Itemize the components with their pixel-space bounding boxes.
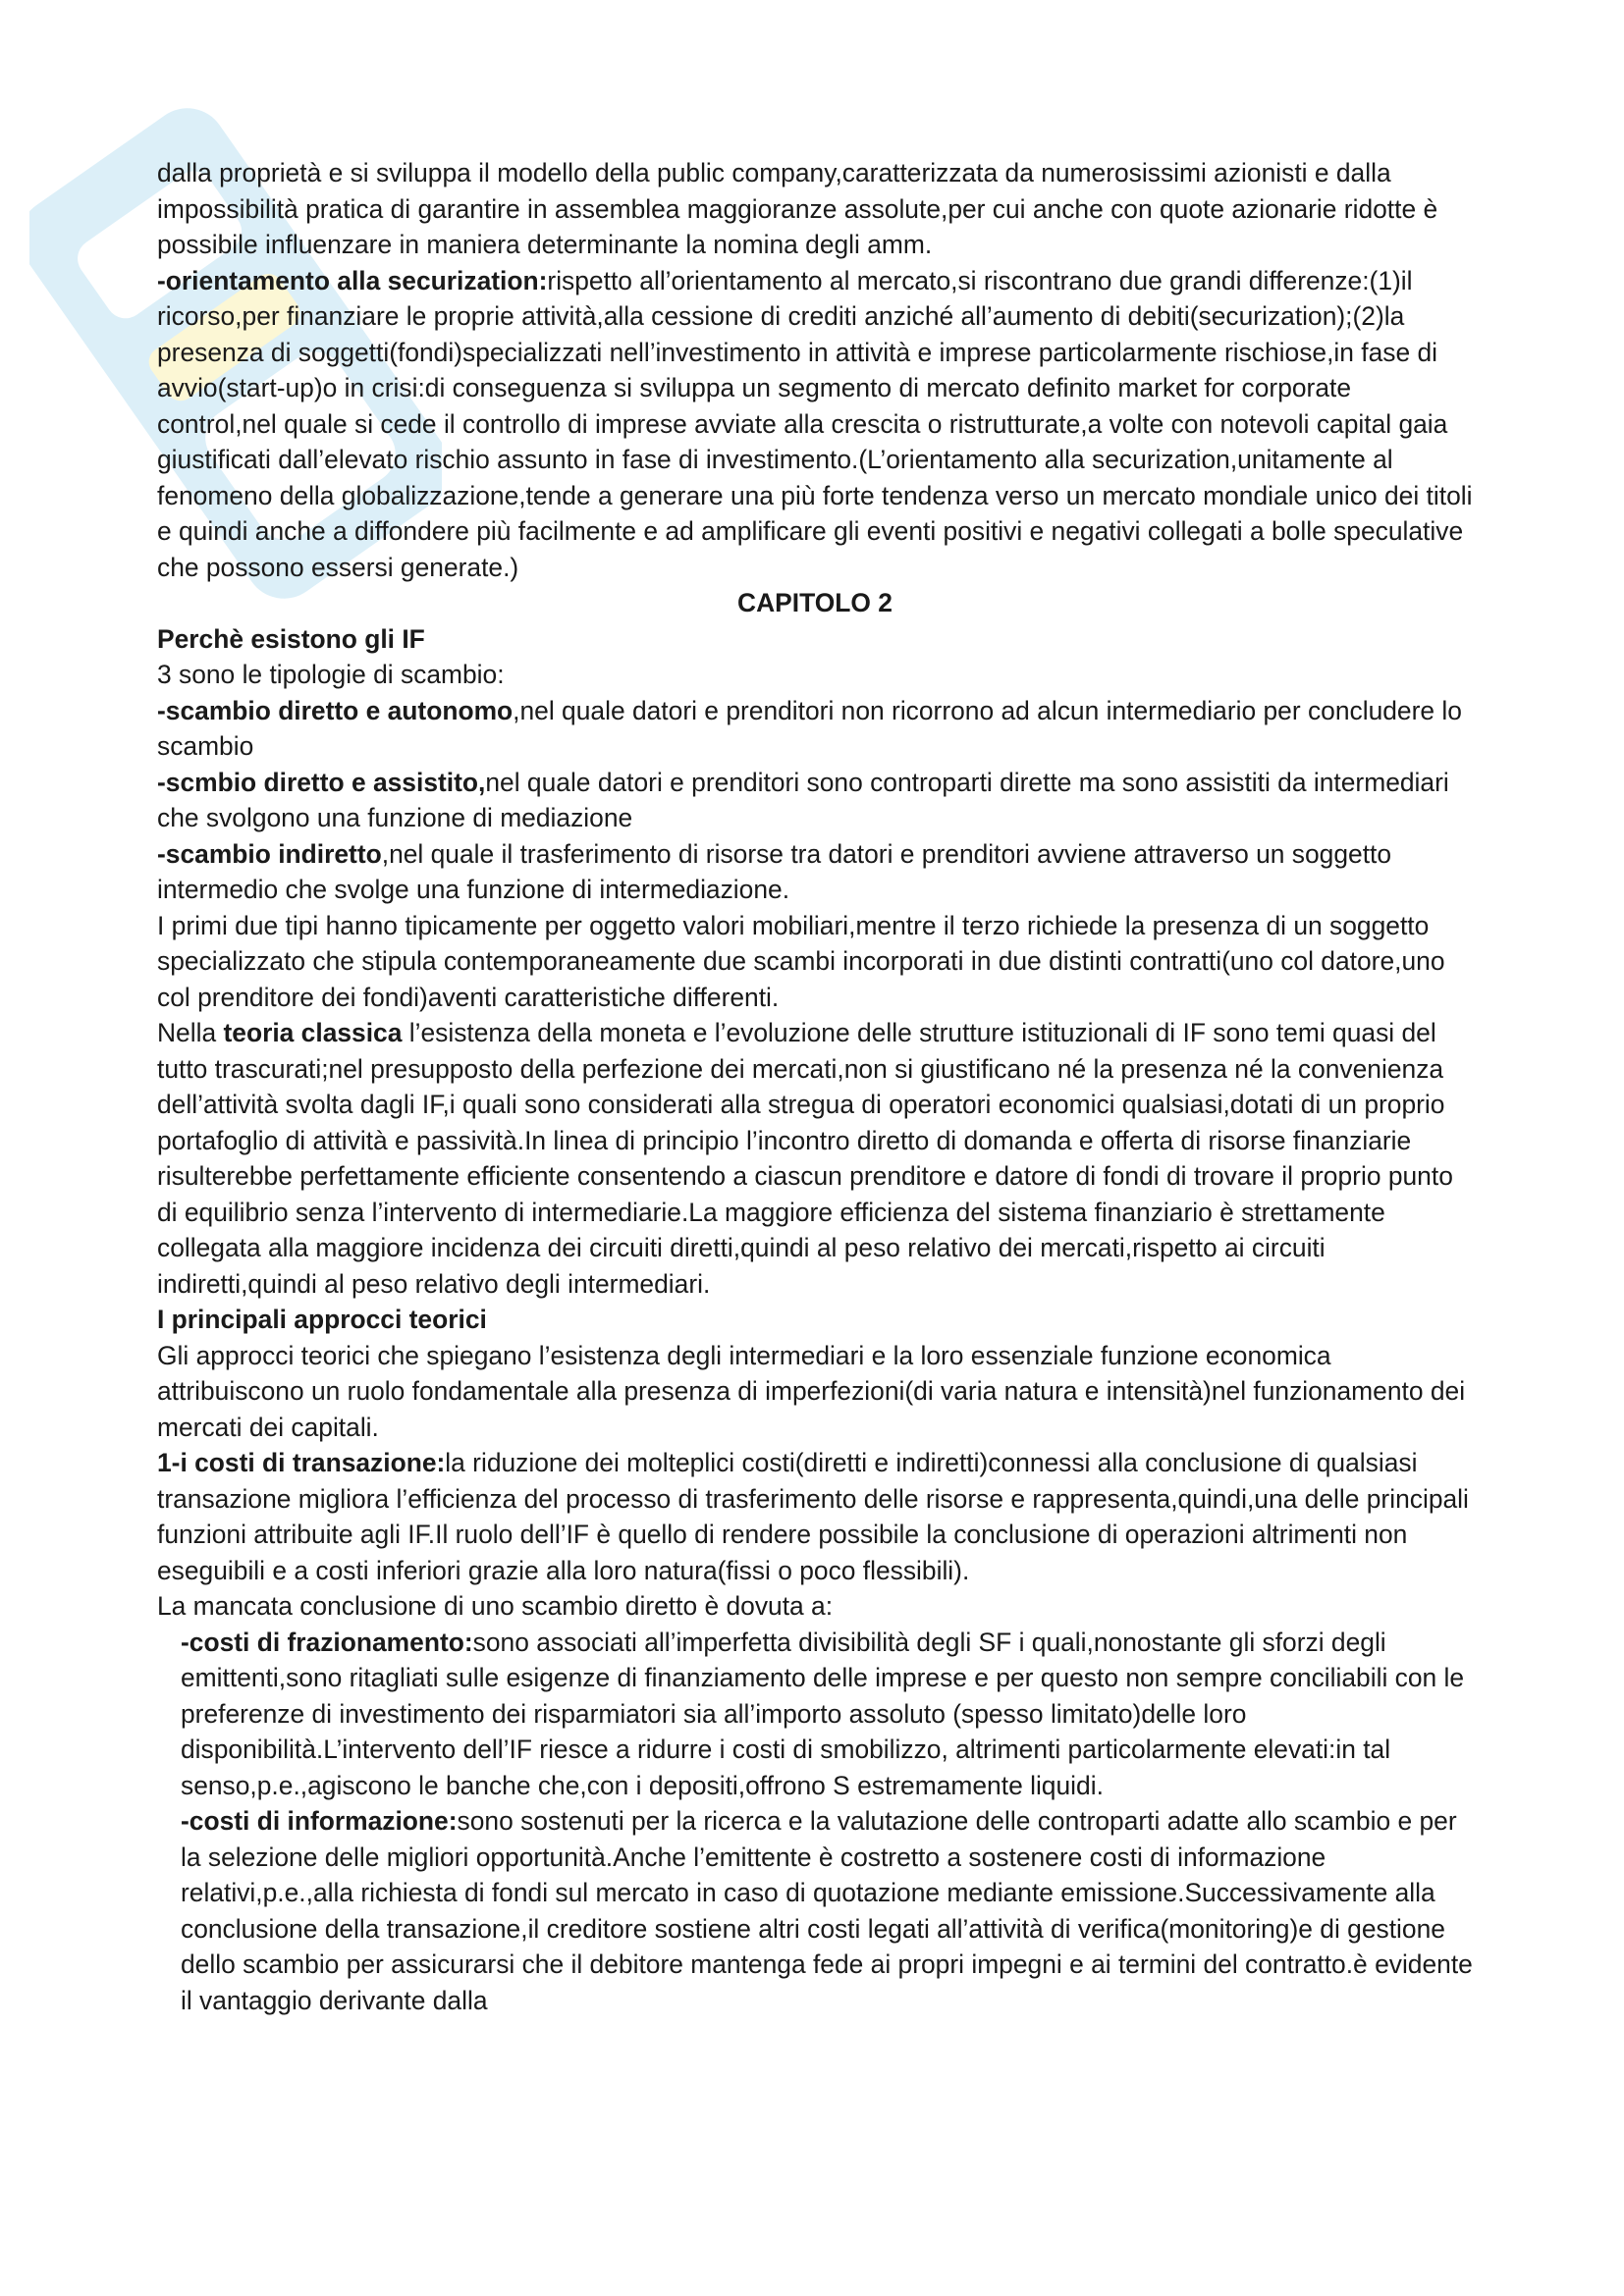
approaches-intro: Gli approcci teorici che spiegano l’esistenza degli intermediari e la loro essenziale funzione economica attribuiscono un ruolo fondamentale alla presenza di imperfezioni(di varia natura e intensità)nel funzionamento dei mercati dei capitali.: [157, 1340, 1466, 1442]
list-item-type-1: -scambio diretto e autonomo,nel quale datori e prenditori non ricorrono ad alcun intermediario per concludere lo scambio: [157, 695, 1462, 761]
fragmentation-paragraph: -costi di frazionamento:sono associati all’imperfetta divisibilità degli SF i quali,nonostante gli sforzi degli emittenti,sono ritagliati sulle esigenze di finanziamento delle imprese e per questo non sempre conciliabili con le preferenze di investimento dei risparmiatori sia all’importo assoluto (spesso limitato)delle loro disponibilità.L’intervento dell’IF riesce a ridurre i costi di smobilizzo, altrimenti particolarmente elevati:in tal senso,p.e.,agiscono le banche che,con i depositi,offrono S estremamente liquidi.: [181, 1627, 1465, 1800]
failure-intro: La mancata conclusione di uno scambio diretto è dovuta a:: [157, 1591, 834, 1621]
classic-theory-paragraph: Nella teoria classica l’esistenza della moneta e l’evoluzione delle strutture istituzionali di IF sono temi quasi del tutto trascurati;nel presupposto della perfezione dei mercati,non si giustificano né la presenza né la convenienza dell’attività svolta dagli IF,i quali sono considerati alla stregua di operatori economici qualsiasi,dotati di un proprio portafoglio di attività e passività.In linea di principio l’incontro diretto di domanda e offerta di risorse finanziarie risulterebbe perfettamente efficiente consentendo a ciascun prenditore e datore di fondi di trovare il proprio punto di equilibrio senza l’intervento di intermediarie.La maggiore efficienza del sistema finanziario è strettamente collegata alla maggiore incidenza dei circuiti diretti,quindi al peso relativo dei mercati,rispetto ai circuiti indiretti,quindi al peso relativo degli intermediari.: [157, 1018, 1453, 1299]
securization-paragraph: [157, 263, 1473, 586]
securization-text: rispetto all’orientamento al mercato,si riscontrano due grandi differenze:(1)il ricorso,per finanziare le proprie attività,alla cessione di crediti anziché all’aumento di debiti(securization);(2)la presenza di soggetti(fondi)specializzati nell’investimento in attività e imprese particolarmente rischiose,in fase di avvio(start-up)o in crisi:di conseguenza si sviluppa un segmento di mercato definito market for corporate control,nel quale si cede il controllo di imprese avviate alla crescita o ristrutturate,a volte con notevoli capital gaia giustificati dall’elevato rischio assunto in fase di investimento.(L’orientamento alla securization,unitamente al fenomeno della globalizzazione,tende a generare una più forte tendenza verso un mercato mondiale unico dei titoli e quindi anche a diffondere più facilmente e ad amplificare gli eventi positivi e negativi collegati a bolle speculative che possono essersi generate.): [157, 265, 1473, 582]
section-title-approaches: I principali approcci teorici: [157, 1305, 487, 1334]
information-paragraph: -costi di informazione:sono sostenuti per la ricerca e la valutazione delle controparti adatte allo scambio e per la selezione delle migliori opportunità.Anche l’emittente è costretto a sostenere costi di informazione relativi,p.e.,alla richiesta di fondi sul mercato in caso di quotazione mediante emissione.Successivamente alla conclusione della transazione,il creditore sostiene altri costi legati all’attività di verifica(monitoring)e di gestione dello scambio per assicurarsi che il debitore mantenga fede ai propri impegni e ai termini del contratto.è evidente il vantaggio derivante dalla: [181, 1806, 1473, 2015]
section-title-why-if: Perchè esistono gli IF: [157, 623, 425, 654]
document-page: [157, 155, 1473, 2018]
intro-paragraph: dalla proprietà e si sviluppa il modello della public company,caratterizzata da numerosissimi azionisti e dalla impossibilità pratica di garantire in assemblea maggioranze assolute,per cui anche con quote azionarie ridotte è possibile influenzare in maniera determinante la nomina degli amm.: [157, 158, 1438, 259]
list-item-type-3: -scambio indiretto,nel quale il trasferimento di risorse tra datori e prenditori avviene attraverso un soggetto intermedio che svolge una funzione di intermediazione.: [157, 838, 1392, 904]
list-item-type-2: -scmbio diretto e assistito,nel quale datori e prenditori sono controparti dirette ma sono assistiti da intermediari che svolgono una funzione di mediazione: [157, 767, 1449, 832]
securization-label: -orientamento alla securization:: [157, 265, 548, 295]
transaction-costs-paragraph: 1-i costi di transazione:la riduzione dei molteplici costi(diretti e indiretti)connessi alla conclusione di qualsiasi transazione migliora l’efficienza del processo di trasferimento delle risorse e rappresenta,quindi,una delle principali funzioni attribuite agli IF.Il ruolo dell’IF è quello di rendere possibile la conclusione di operazioni altrimenti non eseguibili e a costi inferiori grazie alla loro natura(fissi o poco flessibili).: [157, 1448, 1469, 1585]
first-two-paragraph: I primi due tipi hanno tipicamente per oggetto valori mobiliari,mentre il terzo richiede la presenza di un soggetto specializzato che stipula contemporaneamente due scambi incorporati in due distinti contratti(uno col datore,uno col prenditore dei fondi)aventi caratteristiche differenti.: [157, 910, 1445, 1012]
types-intro: 3 sono le tipologie di scambio:: [157, 660, 505, 689]
chapter-title: CAPITOLO 2: [737, 588, 893, 617]
